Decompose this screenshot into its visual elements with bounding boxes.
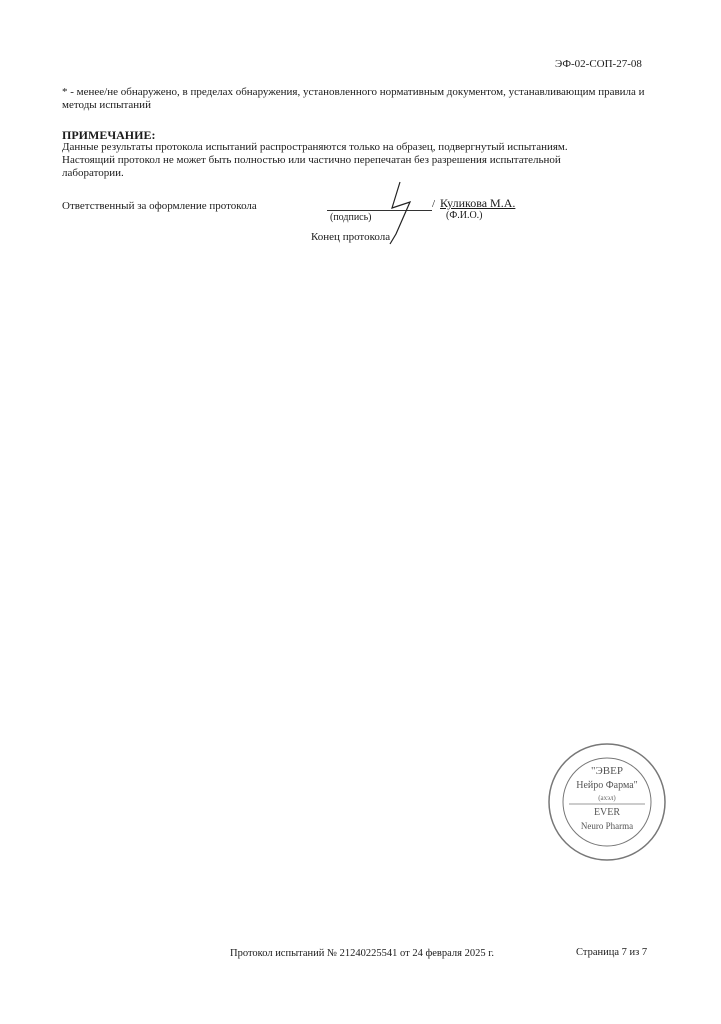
stamp-line-1: "ЭВЕР [591,765,623,777]
stamp-line-5: Neuro Pharma [580,821,634,831]
responsible-label: Ответственный за оформление протокола [62,200,257,212]
fio-caption: (Ф.И.О.) [446,210,483,221]
stamp-line-3: (ахэл) [598,794,616,802]
footer-protocol: Протокол испытаний № 21240225541 от 24 февраля 2025 г. [230,948,494,959]
stamp-line-4: EVER [593,807,621,818]
form-code: ЭФ-02-СОП-27-08 [555,58,642,70]
company-stamp [545,740,670,865]
footnote: * - менее/не обнаружено, в пределах обнаружения, установленного нормативным документом, устанавливающим правила и методы испытаний [62,86,645,111]
footer-page-number: Страница 7 из 7 [576,947,648,958]
name-separator: / [432,198,436,210]
signature-caption: (подпись) [330,212,372,223]
end-of-protocol: Конец протокола [311,231,391,243]
responsible-name: Куликова М.А. [440,196,516,210]
stamp-line-2: Нейро Фарма" [576,780,638,791]
note-text: Данные результаты протокола испытаний распространяются только на образец, подвергнутый испытаниям. Настоящий протокол не может быть полностью или частично перепечатан без разрешения испытательной лаборатории. [62,141,568,179]
note-title: ПРИМЕЧАНИЕ: [62,128,156,142]
